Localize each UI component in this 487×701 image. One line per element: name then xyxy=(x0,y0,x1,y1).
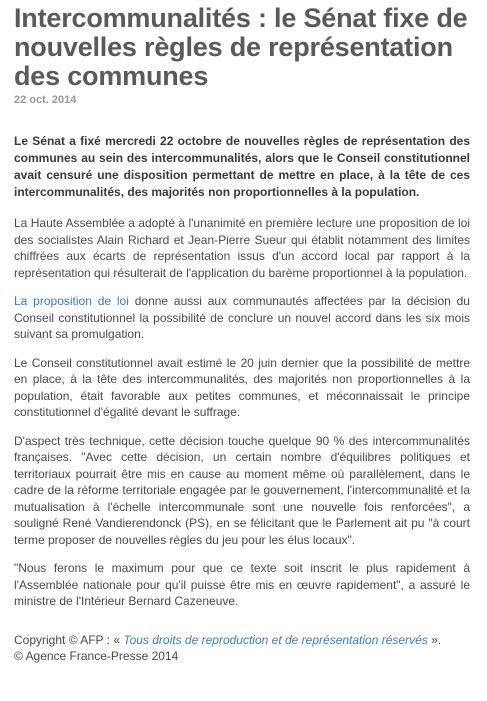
article-paragraph-4: D'aspect très technique, cette décision touche quelque 90 % des intercommunalités françaises. "Avec cette décision, un certain nombre d'équilibres politiques et territoriaux pourrait être mis en cause au moment même où parallèlement, dans le cadre de la réforme territoriale engagée par le gouvernement, l'intercommunalité et la mutualisation à l'échelle intercommunale sont une nouvelle fois renforcées", a souligné René Vandierendonck (PS), en se félicitant que le Parlement ait pu "à court terme proposer de nouvelles règles du jeu pour les élus locaux". xyxy=(14,433,470,547)
copyright-prefix: Copyright © AFP : « xyxy=(14,632,124,647)
article-paragraph-2 xyxy=(14,293,470,343)
paragraph-2-text: donne aussi aux communautés affectées par la décision du Conseil constitutionnel la possibilité de conclure un nouvel accord dans les six mois suivant sa promulgation. xyxy=(14,294,470,341)
proposition-de-loi-link[interactable]: La proposition de loi xyxy=(14,294,129,308)
article-paragraph-3: Le Conseil constitutionnel avait estimé le 20 juin dernier que la possibilité de mettre en place, à la tête des intercommunalités, des majorités non proportionnelles à la population, était favorable aux petites communes, et méconnaissait le principe constitutionnel d'égalité devant le suffrage. xyxy=(14,355,470,419)
article-lead: Le Sénat a fixé mercredi 22 octobre de nouvelles règles de représentation des communes au sein des intercommunalités, alors que le Conseil constitutionnel avait censuré une disposition permettant de mettre en place, à la tête de ces intercommunalités, des majorités non proportionnelles à la population. xyxy=(14,134,470,199)
copyright-notice xyxy=(14,632,470,665)
rights-reserved-link[interactable]: Tous droits de reproduction et de représentation réservés xyxy=(123,632,428,647)
article xyxy=(14,4,470,665)
article-paragraph-5: "Nous ferons le maximum pour que ce texte soit inscrit le plus rapidement à l'Assemblée nationale pour qu'il puisse être mis en œuvre rapidement", a assuré le ministre de l'Intérieur Bernard Cazeneuve. xyxy=(14,561,470,608)
article-paragraph-1: La Haute Assemblée a adopté à l'unanimité en première lecture une proposition de loi des socialistes Alain Richard et Jean-Pierre Sueur qui établit notamment des limites chiffrées aux écarts de représentation issus d'un accord local par rapport à la représentation qui résulterait de l'application du barème proportionnel à la population. xyxy=(14,216,470,280)
copyright-agency: © Agence France-Presse 2014 xyxy=(14,649,179,663)
article-title: Intercommunalités : le Sénat fixe de nouvelles règles de représentation des communes xyxy=(14,3,468,91)
article-date: 22 oct. 2014 xyxy=(14,94,77,106)
copyright-suffix: ». xyxy=(427,632,442,647)
